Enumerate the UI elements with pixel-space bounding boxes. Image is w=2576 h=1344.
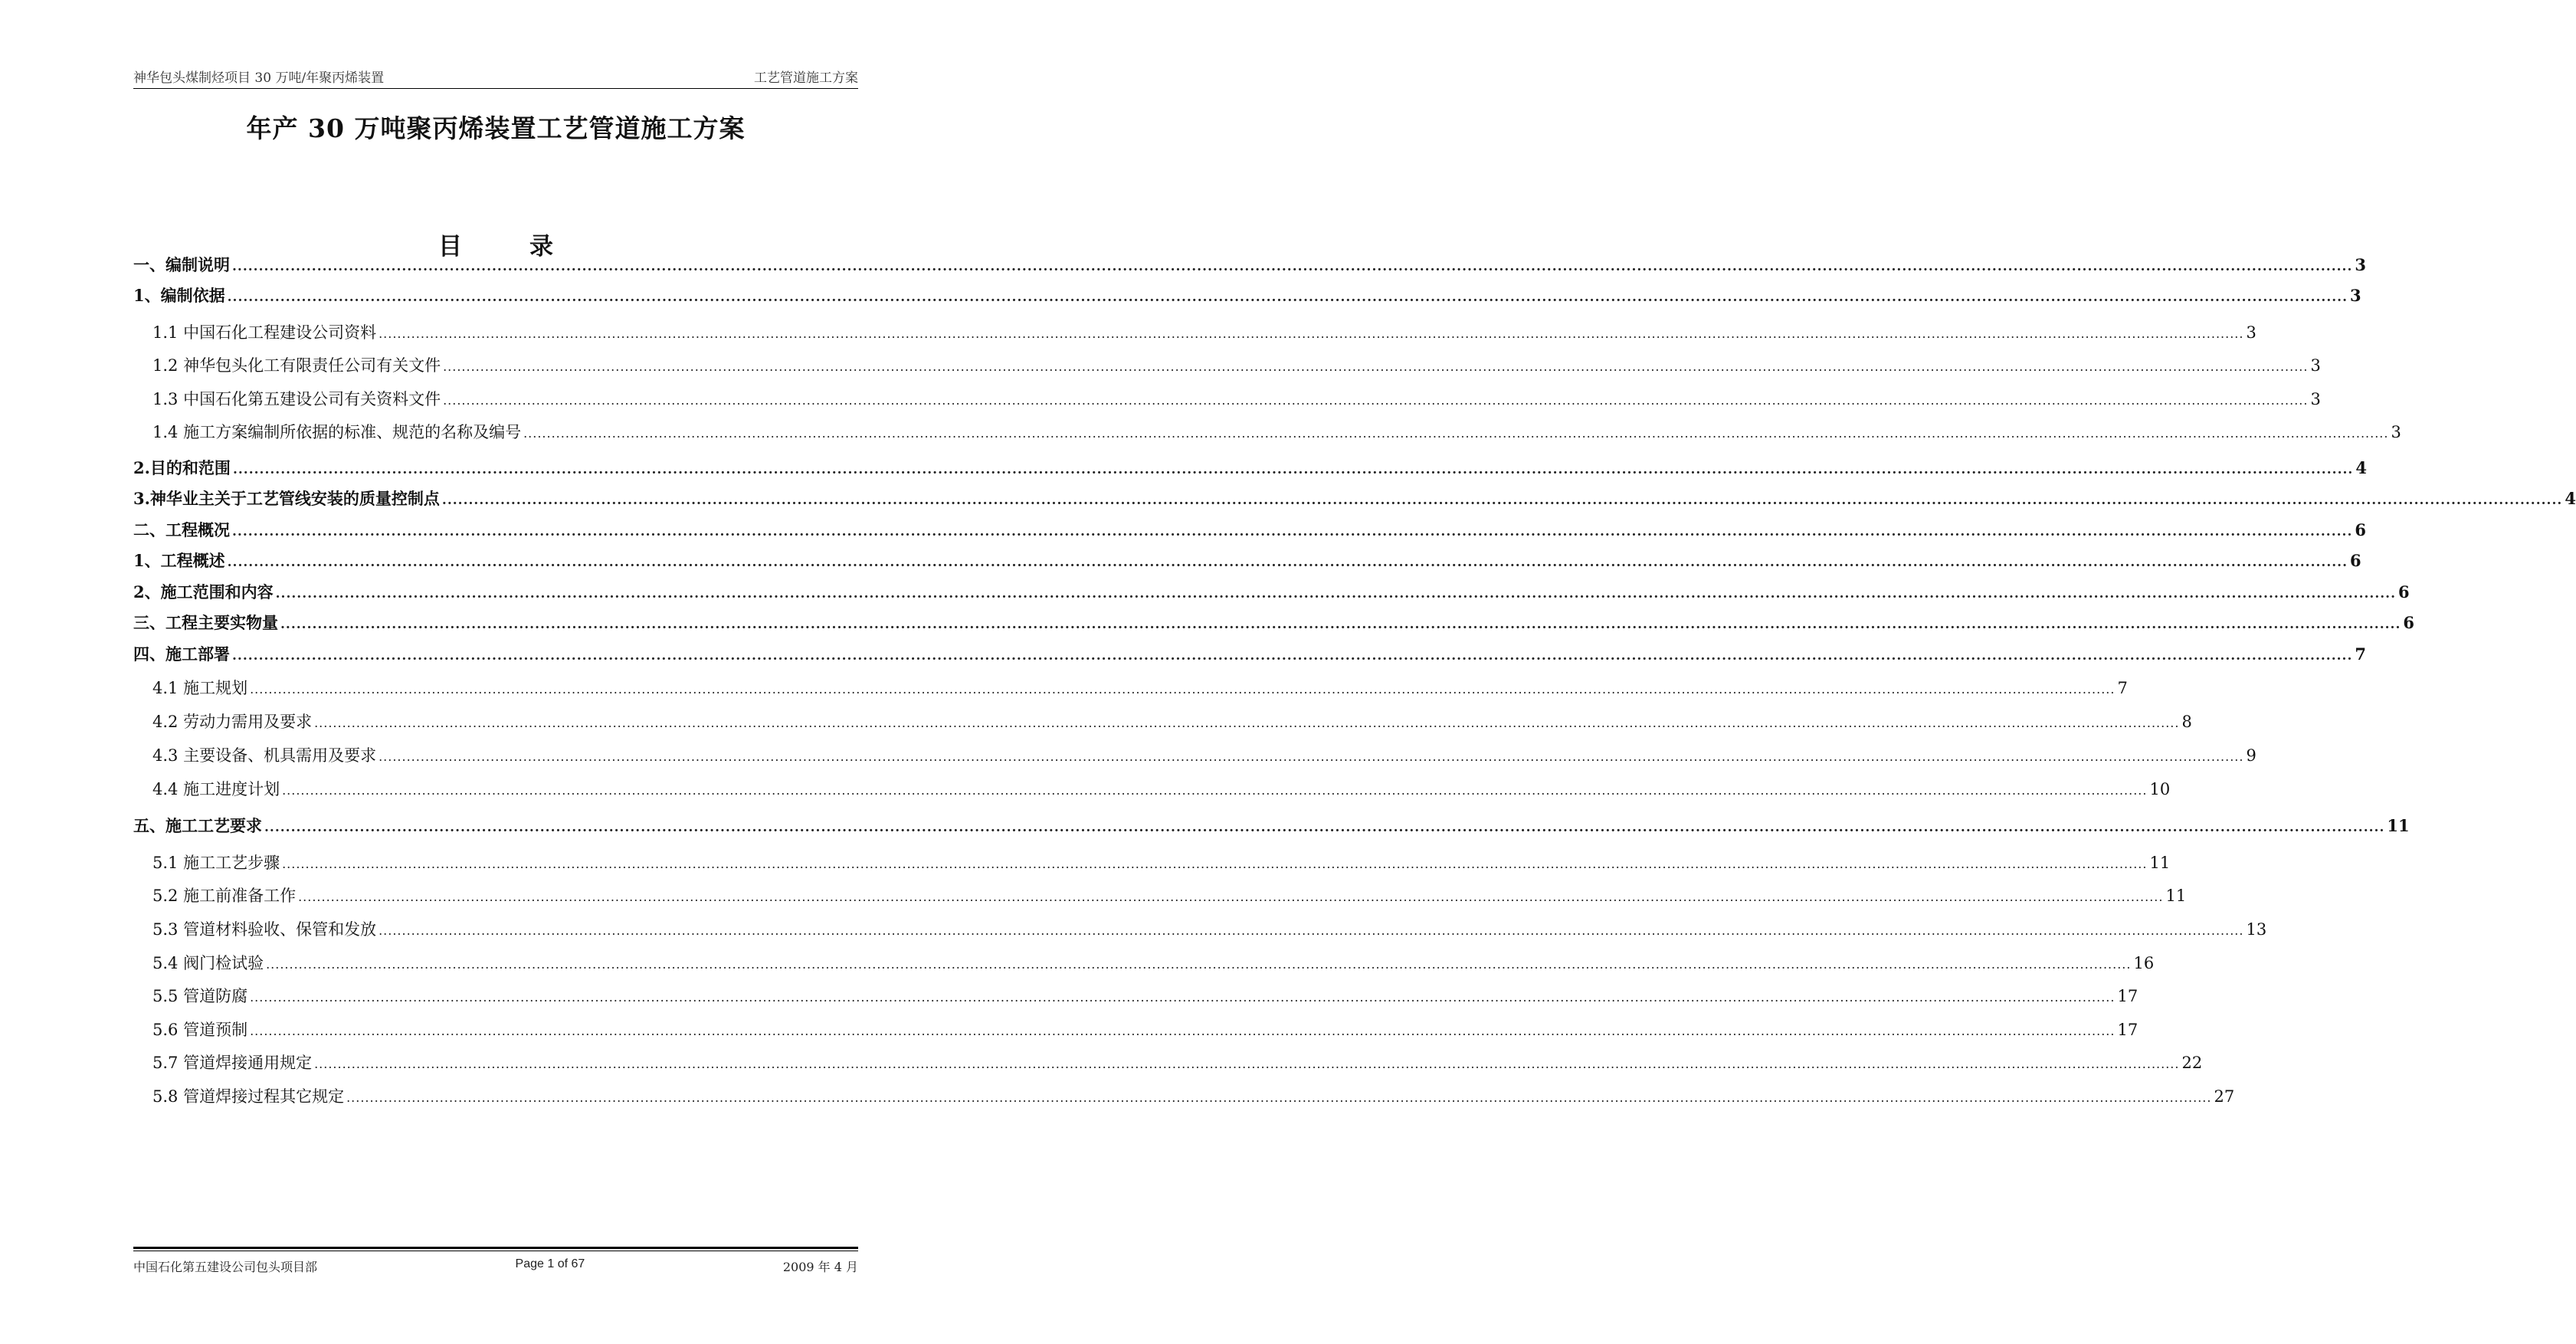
toc-leader-dots: ................................................................................................................................................................................................................................................................................................................................................................................................................	[314, 1057, 2180, 1071]
toc-leader-dots: ................................................................................................................................................................................................................................................................................................................................................................................................................	[232, 462, 2354, 477]
toc-entry-label: 4.2 劳动力需用及要求	[152, 713, 313, 731]
toc-entry-label: 4.4 施工进度计划	[152, 780, 280, 798]
toc-leader-dots: ................................................................................................................................................................................................................................................................................................................................................................................................................	[264, 820, 2385, 835]
toc-entry-label: 1.1 中国石化工程建设公司资料	[152, 323, 377, 342]
toc-entry[interactable]	[133, 518, 2367, 541]
toc-entry-label: 3.神华业主关于工艺管线安装的质量控制点	[133, 489, 440, 508]
toc-entry-page: 11	[2387, 816, 2410, 835]
toc-entry[interactable]	[133, 743, 2256, 766]
toc-leader-dots: ................................................................................................................................................................................................................................................................................................................................................................................................................	[266, 957, 2132, 972]
toc-entry-label: 1.3 中国石化第五建设公司有关资料文件	[152, 390, 441, 408]
toc-entry-page: 3	[2310, 390, 2321, 408]
toc-entry-page: 6	[2398, 582, 2410, 602]
toc-leader-dots: ................................................................................................................................................................................................................................................................................................................................................................................................................	[379, 923, 2244, 938]
toc-entry-label: 二、工程概况	[133, 520, 230, 539]
toc-leader-dots: ................................................................................................................................................................................................................................................................................................................................................................................................................	[280, 617, 2401, 632]
toc-entry-page: 3	[2350, 286, 2361, 305]
toc-leader-dots: ................................................................................................................................................................................................................................................................................................................................................................................................................	[227, 555, 2348, 570]
toc-entry[interactable]	[133, 851, 2171, 874]
toc-entry-label: 5.1 施工工艺步骤	[152, 854, 280, 872]
toc-entry-page: 3	[2246, 323, 2256, 342]
toc-entry[interactable]	[133, 611, 2415, 634]
toc-leader-dots: ................................................................................................................................................................................................................................................................................................................................................................................................................	[250, 1024, 2116, 1038]
toc-entry-page: 7	[2355, 644, 2367, 664]
toc-entry[interactable]	[133, 353, 2321, 376]
toc-leader-dots: ................................................................................................................................................................................................................................................................................................................................................................................................................	[346, 1090, 2212, 1105]
toc-entry-page: 3	[2391, 423, 2401, 441]
toc-entry-page: 4	[2355, 458, 2367, 477]
toc-entry-label: 5.7 管道焊接通用规定	[152, 1054, 313, 1072]
footer-page-number: Page 1 of 67	[515, 1257, 585, 1270]
toc-leader-dots: ................................................................................................................................................................................................................................................................................................................................................................................................................	[275, 586, 2397, 602]
toc-entry-page: 6	[2403, 613, 2415, 632]
toc-entry[interactable]	[133, 676, 2128, 699]
toc-entry-label: 三、工程主要实物量	[133, 613, 278, 632]
toc-leader-dots: ................................................................................................................................................................................................................................................................................................................................................................................................................	[443, 359, 2309, 374]
toc-entry-label: 5.6 管道预制	[152, 1021, 248, 1039]
toc-entry-label: 四、施工部署	[133, 644, 230, 664]
toc-heading: 目录	[438, 233, 621, 261]
toc-entry-page: 22	[2181, 1054, 2203, 1072]
footer-divider	[133, 1247, 858, 1249]
toc-entry-page: 4	[2565, 489, 2576, 508]
document-title: 年产 30 万吨聚丙烯装置工艺管道施工方案	[246, 113, 746, 143]
page-footer	[133, 1257, 858, 1275]
toc-entry[interactable]	[133, 710, 2192, 733]
toc-leader-dots: ................................................................................................................................................................................................................................................................................................................................................................................................................	[282, 783, 2148, 798]
toc-entry[interactable]	[133, 984, 2138, 1007]
toc-entry[interactable]	[133, 814, 2410, 837]
header-left-text: 神华包头煤制烃项目 30 万吨/年聚丙烯装置	[133, 70, 385, 86]
toc-leader-dots: ................................................................................................................................................................................................................................................................................................................................................................................................................	[523, 426, 2389, 441]
toc-leader-dots: ................................................................................................................................................................................................................................................................................................................................................................................................................	[379, 326, 2244, 341]
toc-entry-label: 5.2 施工前准备工作	[152, 887, 297, 905]
toc-entry[interactable]	[133, 487, 2576, 510]
toc-entry-page: 8	[2181, 713, 2192, 731]
toc-entry-page: 3	[2355, 255, 2367, 274]
toc-entry-page: 11	[2149, 854, 2171, 872]
toc-entry-label: 1、工程概述	[133, 551, 225, 570]
toc-entry-page: 9	[2246, 746, 2256, 765]
toc-leader-dots: ................................................................................................................................................................................................................................................................................................................................................................................................................	[379, 749, 2244, 764]
toc-entry[interactable]	[133, 387, 2321, 410]
toc-entry[interactable]	[133, 456, 2367, 479]
toc-entry[interactable]	[133, 320, 2256, 343]
toc-entry-page: 27	[2214, 1087, 2235, 1106]
toc-entry-page: 6	[2350, 551, 2361, 570]
toc-entry[interactable]	[133, 549, 2361, 572]
toc-entry[interactable]	[133, 1084, 2235, 1107]
footer-date: 2009 年 4 月	[782, 1260, 858, 1274]
toc-entry-label: 4.1 施工规划	[152, 679, 248, 697]
toc-leader-dots: ................................................................................................................................................................................................................................................................................................................................................................................................................	[232, 648, 2353, 664]
toc-entry[interactable]	[133, 1051, 2203, 1074]
toc-leader-dots: ................................................................................................................................................................................................................................................................................................................................................................................................................	[282, 857, 2148, 871]
toc-entry[interactable]	[133, 253, 2367, 276]
toc-entry-label: 5.3 管道材料验收、保管和发放	[152, 920, 377, 939]
toc-entry-page: 3	[2310, 356, 2321, 375]
toc-leader-dots: ................................................................................................................................................................................................................................................................................................................................................................................................................	[227, 290, 2348, 305]
toc-entry[interactable]	[133, 284, 2361, 306]
toc-leader-dots: ................................................................................................................................................................................................................................................................................................................................................................................................................	[232, 259, 2353, 274]
toc-entry-page: 16	[2133, 954, 2155, 972]
toc-entry-page: 6	[2355, 520, 2367, 539]
toc-entry-page: 7	[2117, 679, 2128, 697]
toc-leader-dots: ................................................................................................................................................................................................................................................................................................................................................................................................................	[250, 990, 2116, 1005]
toc-entry-label: 五、施工工艺要求	[133, 816, 262, 835]
toc-entry[interactable]	[133, 777, 2171, 800]
toc-entry-label: 5.4 阀门检试验	[152, 954, 264, 972]
footer-left-text: 中国石化第五建设公司包头项目部	[133, 1260, 318, 1274]
toc-entry[interactable]	[133, 883, 2187, 906]
toc-entry-label: 1.2 神华包头化工有限责任公司有关文件	[152, 356, 441, 375]
toc-leader-dots: ................................................................................................................................................................................................................................................................................................................................................................................................................	[314, 716, 2180, 730]
toc-entry[interactable]	[133, 1018, 2138, 1041]
toc-entry-label: 5.8 管道焊接过程其它规定	[152, 1087, 345, 1106]
toc-leader-dots: ................................................................................................................................................................................................................................................................................................................................................................................................................	[232, 524, 2353, 539]
toc-entry-label: 2、施工范围和内容	[133, 582, 274, 602]
toc-entry-label: 4.3 主要设备、机具需用及要求	[152, 746, 377, 765]
toc-entry[interactable]	[133, 420, 2401, 443]
toc-entry-label: 1、编制依据	[133, 286, 225, 305]
toc-entry[interactable]	[133, 951, 2155, 974]
toc-entry-page: 17	[2117, 987, 2138, 1005]
toc-entry[interactable]	[133, 580, 2410, 603]
toc-leader-dots: ................................................................................................................................................................................................................................................................................................................................................................................................................	[298, 890, 2164, 904]
page-header	[133, 66, 858, 89]
toc-entry-page: 13	[2246, 920, 2267, 939]
toc-leader-dots: ................................................................................................................................................................................................................................................................................................................................................................................................................	[443, 393, 2309, 408]
toc-entry-page: 10	[2149, 780, 2171, 798]
toc-leader-dots: ................................................................................................................................................................................................................................................................................................................................................................................................................	[250, 682, 2116, 697]
toc-entry[interactable]	[133, 917, 2267, 940]
toc-entry-page: 11	[2165, 887, 2187, 905]
toc-entry-label: 一、编制说明	[133, 255, 230, 274]
toc-leader-dots: ................................................................................................................................................................................................................................................................................................................................................................................................................	[441, 493, 2563, 508]
toc-entry-label: 5.5 管道防腐	[152, 987, 248, 1005]
toc-entry-label: 1.4 施工方案编制所依据的标准、规范的名称及编号	[152, 423, 522, 441]
toc-entry-label: 2.目的和范围	[133, 458, 231, 477]
toc-entry[interactable]	[133, 642, 2367, 665]
toc-entry-page: 17	[2117, 1021, 2138, 1039]
header-right-text: 工艺管道施工方案	[754, 70, 858, 86]
